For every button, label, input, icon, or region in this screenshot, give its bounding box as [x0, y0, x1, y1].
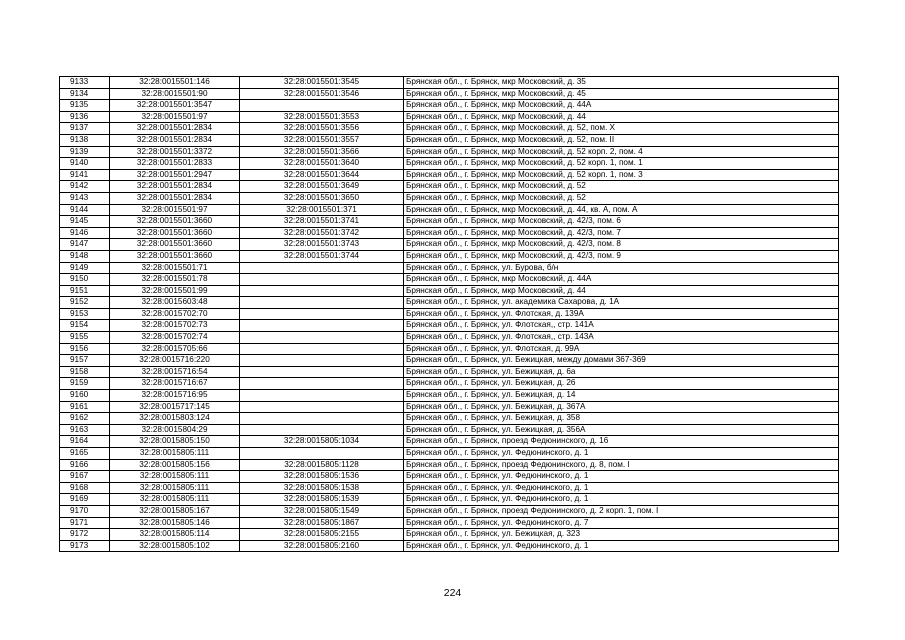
object-cadastral-number-cell — [240, 100, 404, 112]
object-cadastral-number-cell: 32:28:0015805:1128 — [240, 459, 404, 471]
address-cell: Брянская обл., г. Брянск, ул. Бежицкая, д. 367А — [404, 401, 839, 413]
row-number-cell: 9173 — [60, 540, 110, 552]
row-number-cell: 9141 — [60, 169, 110, 181]
address-cell: Брянская обл., г. Брянск, ул. Федюнинского, д. 1 — [404, 471, 839, 483]
address-cell: Брянская обл., г. Брянск, ул. Бежицкая, между домами 367-369 — [404, 355, 839, 367]
object-cadastral-number-cell: 32:28:0015501:3649 — [240, 181, 404, 193]
address-cell: Брянская обл., г. Брянск, ул. Бежицкая, д. 358 — [404, 413, 839, 425]
land-cadastral-number-cell: 32:28:0015501:3660 — [110, 227, 240, 239]
row-number-cell: 9139 — [60, 146, 110, 158]
row-number-cell: 9134 — [60, 88, 110, 100]
table-row — [60, 192, 839, 204]
table-row — [60, 505, 839, 517]
land-cadastral-number-cell: 32:28:0015501:3660 — [110, 216, 240, 228]
address-cell: Брянская обл., г. Брянск, мкр Московский, д. 52 корп. 2, пом. 4 — [404, 146, 839, 158]
address-cell: Брянская обл., г. Брянск, мкр Московский, д. 52 — [404, 181, 839, 193]
address-cell: Брянская обл., г. Брянск, ул. академика Сахарова, д. 1А — [404, 297, 839, 309]
object-cadastral-number-cell: 32:28:0015501:3546 — [240, 88, 404, 100]
row-number-cell: 9159 — [60, 378, 110, 390]
object-cadastral-number-cell — [240, 378, 404, 390]
object-cadastral-number-cell — [240, 274, 404, 286]
table-row — [60, 494, 839, 506]
table-row — [60, 517, 839, 529]
object-cadastral-number-cell: 32:28:0015501:3640 — [240, 158, 404, 170]
address-cell: Брянская обл., г. Брянск, ул. Бежицкая, д. 356А — [404, 424, 839, 436]
table-row — [60, 123, 839, 135]
object-cadastral-number-cell — [240, 343, 404, 355]
address-cell: Брянская обл., г. Брянск, мкр Московский, д. 42/3, пом. 6 — [404, 216, 839, 228]
row-number-cell: 9137 — [60, 123, 110, 135]
table-row — [60, 285, 839, 297]
table-row — [60, 146, 839, 158]
table-row — [60, 343, 839, 355]
address-cell: Брянская обл., г. Брянск, ул. Бежицкая, д. 14 — [404, 390, 839, 402]
address-cell: Брянская обл., г. Брянск, ул. Федюнинского, д. 7 — [404, 517, 839, 529]
address-cell: Брянская обл., г. Брянск, ул. Флотская, д. 139А — [404, 308, 839, 320]
address-cell: Брянская обл., г. Брянск, мкр Московский, д. 44 — [404, 285, 839, 297]
land-cadastral-number-cell: 32:28:0015803:124 — [110, 413, 240, 425]
row-number-cell: 9143 — [60, 192, 110, 204]
object-cadastral-number-cell: 32:28:0015805:1549 — [240, 505, 404, 517]
table-row — [60, 529, 839, 541]
object-cadastral-number-cell: 32:28:0015501:3741 — [240, 216, 404, 228]
address-cell: Брянская обл., г. Брянск, ул. Флотская, д. 99А — [404, 343, 839, 355]
row-number-cell: 9154 — [60, 320, 110, 332]
address-cell: Брянская обл., г. Брянск, мкр Московский, д. 44А — [404, 274, 839, 286]
table-row — [60, 181, 839, 193]
table-row — [60, 320, 839, 332]
row-number-cell: 9136 — [60, 111, 110, 123]
object-cadastral-number-cell: 32:28:0015805:1539 — [240, 494, 404, 506]
object-cadastral-number-cell: 32:28:0015501:3742 — [240, 227, 404, 239]
address-cell: Брянская обл., г. Брянск, мкр Московский, д. 42/3, пом. 7 — [404, 227, 839, 239]
registry-table — [59, 76, 839, 552]
land-cadastral-number-cell: 32:28:0015501:71 — [110, 262, 240, 274]
row-number-cell: 9155 — [60, 332, 110, 344]
row-number-cell: 9170 — [60, 505, 110, 517]
address-cell: Брянская обл., г. Брянск, мкр Московский, д. 35 — [404, 77, 839, 89]
table-row — [60, 239, 839, 251]
table-row — [60, 158, 839, 170]
object-cadastral-number-cell: 32:28:0015501:3553 — [240, 111, 404, 123]
object-cadastral-number-cell: 32:28:0015501:3556 — [240, 123, 404, 135]
land-cadastral-number-cell: 32:28:0015716:67 — [110, 378, 240, 390]
row-number-cell: 9135 — [60, 100, 110, 112]
object-cadastral-number-cell — [240, 413, 404, 425]
land-cadastral-number-cell: 32:28:0015805:114 — [110, 529, 240, 541]
row-number-cell: 9168 — [60, 482, 110, 494]
land-cadastral-number-cell: 32:28:0015805:111 — [110, 471, 240, 483]
table-row — [60, 77, 839, 89]
object-cadastral-number-cell: 32:28:0015805:1538 — [240, 482, 404, 494]
object-cadastral-number-cell — [240, 308, 404, 320]
land-cadastral-number-cell: 32:28:0015501:2834 — [110, 134, 240, 146]
land-cadastral-number-cell: 32:28:0015501:3547 — [110, 100, 240, 112]
table-row — [60, 308, 839, 320]
row-number-cell: 9163 — [60, 424, 110, 436]
object-cadastral-number-cell — [240, 366, 404, 378]
table-row — [60, 250, 839, 262]
table-row — [60, 227, 839, 239]
address-cell: Брянская обл., г. Брянск, мкр Московский, д. 52 — [404, 192, 839, 204]
table-row — [60, 134, 839, 146]
address-cell: Брянская обл., г. Брянск, мкр Московский, д. 52, пом. X — [404, 123, 839, 135]
object-cadastral-number-cell: 32:28:0015501:3650 — [240, 192, 404, 204]
address-cell: Брянская обл., г. Брянск, проезд Федюнинского, д. 8, пом. I — [404, 459, 839, 471]
land-cadastral-number-cell: 32:28:0015702:70 — [110, 308, 240, 320]
table-row — [60, 332, 839, 344]
object-cadastral-number-cell: 32:28:0015805:1536 — [240, 471, 404, 483]
table-row — [60, 401, 839, 413]
address-cell: Брянская обл., г. Брянск, ул. Федюнинского, д. 1 — [404, 448, 839, 460]
object-cadastral-number-cell — [240, 424, 404, 436]
table-row — [60, 216, 839, 228]
land-cadastral-number-cell: 32:28:0015805:111 — [110, 448, 240, 460]
land-cadastral-number-cell: 32:28:0015501:2834 — [110, 192, 240, 204]
object-cadastral-number-cell: 32:28:0015501:3545 — [240, 77, 404, 89]
address-cell: Брянская обл., г. Брянск, ул. Федюнинского, д. 1 — [404, 540, 839, 552]
land-cadastral-number-cell: 32:28:0015805:111 — [110, 494, 240, 506]
object-cadastral-number-cell — [240, 390, 404, 402]
row-number-cell: 9145 — [60, 216, 110, 228]
land-cadastral-number-cell: 32:28:0015702:74 — [110, 332, 240, 344]
object-cadastral-number-cell: 32:28:0015501:371 — [240, 204, 404, 216]
land-cadastral-number-cell: 32:28:0015501:146 — [110, 77, 240, 89]
row-number-cell: 9171 — [60, 517, 110, 529]
address-cell: Брянская обл., г. Брянск, ул. Флотская,, стр. 141А — [404, 320, 839, 332]
land-cadastral-number-cell: 32:28:0015716:54 — [110, 366, 240, 378]
land-cadastral-number-cell: 32:28:0015501:3660 — [110, 250, 240, 262]
address-cell: Брянская обл., г. Брянск, проезд Федюнинского, д. 2 корп. 1, пом. I — [404, 505, 839, 517]
land-cadastral-number-cell: 32:28:0015501:2947 — [110, 169, 240, 181]
address-cell: Брянская обл., г. Брянск, ул. Федюнинского, д. 1 — [404, 482, 839, 494]
land-cadastral-number-cell: 32:28:0015805:167 — [110, 505, 240, 517]
address-cell: Брянская обл., г. Брянск, ул. Флотская,, стр. 143А — [404, 332, 839, 344]
land-cadastral-number-cell: 32:28:0015501:3660 — [110, 239, 240, 251]
address-cell: Брянская обл., г. Брянск, ул. Бежицкая, д. 6а — [404, 366, 839, 378]
table-row — [60, 100, 839, 112]
land-cadastral-number-cell: 32:28:0015805:111 — [110, 482, 240, 494]
address-cell: Брянская обл., г. Брянск, мкр Московский, д. 52, пом. II — [404, 134, 839, 146]
table-row — [60, 262, 839, 274]
object-cadastral-number-cell: 32:28:0015501:3744 — [240, 250, 404, 262]
row-number-cell: 9157 — [60, 355, 110, 367]
address-cell: Брянская обл., г. Брянск, мкр Московский, д. 52 корп. 1, пом. 1 — [404, 158, 839, 170]
row-number-cell: 9172 — [60, 529, 110, 541]
address-cell: Брянская обл., г. Брянск, мкр Московский, д. 44 — [404, 111, 839, 123]
address-cell: Брянская обл., г. Брянск, мкр Московский, д. 42/3, пом. 9 — [404, 250, 839, 262]
row-number-cell: 9162 — [60, 413, 110, 425]
object-cadastral-number-cell — [240, 285, 404, 297]
land-cadastral-number-cell: 32:28:0015717:145 — [110, 401, 240, 413]
land-cadastral-number-cell: 32:28:0015702:73 — [110, 320, 240, 332]
table-row — [60, 436, 839, 448]
row-number-cell: 9153 — [60, 308, 110, 320]
land-cadastral-number-cell: 32:28:0015805:146 — [110, 517, 240, 529]
object-cadastral-number-cell — [240, 355, 404, 367]
table-row — [60, 459, 839, 471]
object-cadastral-number-cell — [240, 297, 404, 309]
land-cadastral-number-cell: 32:28:0015501:78 — [110, 274, 240, 286]
row-number-cell: 9142 — [60, 181, 110, 193]
table-row — [60, 274, 839, 286]
table-row — [60, 424, 839, 436]
land-cadastral-number-cell: 32:28:0015501:90 — [110, 88, 240, 100]
object-cadastral-number-cell: 32:28:0015805:1867 — [240, 517, 404, 529]
address-cell: Брянская обл., г. Брянск, мкр Московский, д. 44А — [404, 100, 839, 112]
row-number-cell: 9169 — [60, 494, 110, 506]
table-row — [60, 204, 839, 216]
table-row — [60, 390, 839, 402]
object-cadastral-number-cell: 32:28:0015805:1034 — [240, 436, 404, 448]
land-cadastral-number-cell: 32:28:0015501:2834 — [110, 123, 240, 135]
table-row — [60, 471, 839, 483]
row-number-cell: 9156 — [60, 343, 110, 355]
row-number-cell: 9138 — [60, 134, 110, 146]
row-number-cell: 9140 — [60, 158, 110, 170]
table-row — [60, 169, 839, 181]
table-row — [60, 88, 839, 100]
land-cadastral-number-cell: 32:28:0015501:97 — [110, 111, 240, 123]
row-number-cell: 9164 — [60, 436, 110, 448]
address-cell: Брянская обл., г. Брянск, проезд Федюнинского, д. 16 — [404, 436, 839, 448]
object-cadastral-number-cell: 32:28:0015805:2155 — [240, 529, 404, 541]
address-cell: Брянская обл., г. Брянск, ул. Бежицкая, д. 323 — [404, 529, 839, 541]
land-cadastral-number-cell: 32:28:0015804:29 — [110, 424, 240, 436]
land-cadastral-number-cell: 32:28:0015501:3372 — [110, 146, 240, 158]
address-cell: Брянская обл., г. Брянск, ул. Федюнинского, д. 1 — [404, 494, 839, 506]
table-row — [60, 111, 839, 123]
land-cadastral-number-cell: 32:28:0015603:48 — [110, 297, 240, 309]
row-number-cell: 9152 — [60, 297, 110, 309]
object-cadastral-number-cell — [240, 448, 404, 460]
object-cadastral-number-cell: 32:28:0015501:3644 — [240, 169, 404, 181]
object-cadastral-number-cell: 32:28:0015501:3743 — [240, 239, 404, 251]
row-number-cell: 9149 — [60, 262, 110, 274]
row-number-cell: 9160 — [60, 390, 110, 402]
table-row — [60, 366, 839, 378]
land-cadastral-number-cell: 32:28:0015716:95 — [110, 390, 240, 402]
table-row — [60, 413, 839, 425]
address-cell: Брянская обл., г. Брянск, мкр Московский, д. 52 корп. 1, пом. 3 — [404, 169, 839, 181]
table-row — [60, 540, 839, 552]
land-cadastral-number-cell: 32:28:0015501:2834 — [110, 181, 240, 193]
row-number-cell: 9144 — [60, 204, 110, 216]
object-cadastral-number-cell: 32:28:0015501:3566 — [240, 146, 404, 158]
land-cadastral-number-cell: 32:28:0015501:2833 — [110, 158, 240, 170]
object-cadastral-number-cell — [240, 332, 404, 344]
address-cell: Брянская обл., г. Брянск, ул. Бурова, б/н — [404, 262, 839, 274]
land-cadastral-number-cell: 32:28:0015501:97 — [110, 204, 240, 216]
page-number: 224 — [443, 587, 462, 599]
object-cadastral-number-cell — [240, 401, 404, 413]
land-cadastral-number-cell: 32:28:0015501:99 — [110, 285, 240, 297]
object-cadastral-number-cell: 32:28:0015805:2160 — [240, 540, 404, 552]
row-number-cell: 9133 — [60, 77, 110, 89]
table-row — [60, 378, 839, 390]
row-number-cell: 9166 — [60, 459, 110, 471]
table-row — [60, 482, 839, 494]
row-number-cell: 9146 — [60, 227, 110, 239]
address-cell: Брянская обл., г. Брянск, мкр Московский, д. 45 — [404, 88, 839, 100]
row-number-cell: 9167 — [60, 471, 110, 483]
land-cadastral-number-cell: 32:28:0015705:66 — [110, 343, 240, 355]
row-number-cell: 9150 — [60, 274, 110, 286]
registry-table-body — [60, 77, 839, 552]
row-number-cell: 9161 — [60, 401, 110, 413]
table-row — [60, 297, 839, 309]
row-number-cell: 9158 — [60, 366, 110, 378]
address-cell: Брянская обл., г. Брянск, ул. Бежицкая, д. 26 — [404, 378, 839, 390]
row-number-cell: 9165 — [60, 448, 110, 460]
land-cadastral-number-cell: 32:28:0015805:102 — [110, 540, 240, 552]
table-row — [60, 448, 839, 460]
row-number-cell: 9147 — [60, 239, 110, 251]
object-cadastral-number-cell — [240, 262, 404, 274]
row-number-cell: 9151 — [60, 285, 110, 297]
object-cadastral-number-cell: 32:28:0015501:3557 — [240, 134, 404, 146]
land-cadastral-number-cell: 32:28:0015716:220 — [110, 355, 240, 367]
object-cadastral-number-cell — [240, 320, 404, 332]
land-cadastral-number-cell: 32:28:0015805:150 — [110, 436, 240, 448]
address-cell: Брянская обл., г. Брянск, мкр Московский, д. 44, кв. А, пом. А — [404, 204, 839, 216]
address-cell: Брянская обл., г. Брянск, мкр Московский, д. 42/3, пом. 8 — [404, 239, 839, 251]
table-row — [60, 355, 839, 367]
land-cadastral-number-cell: 32:28:0015805:156 — [110, 459, 240, 471]
row-number-cell: 9148 — [60, 250, 110, 262]
